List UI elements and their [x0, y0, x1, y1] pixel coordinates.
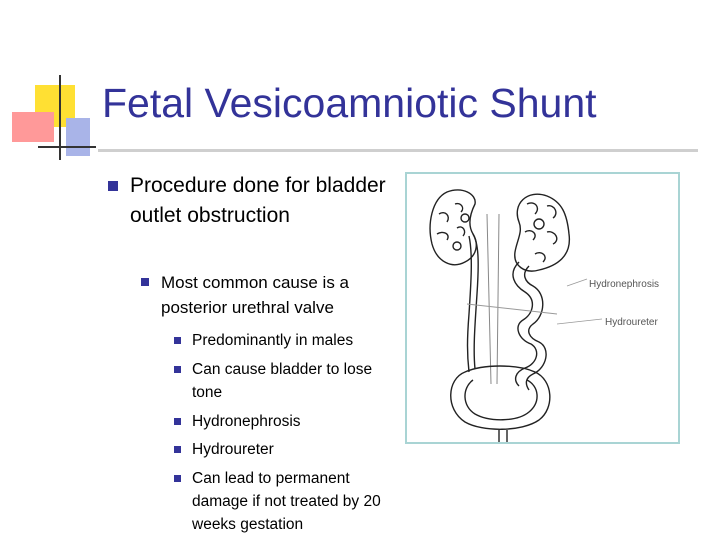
- square-bullet-icon: [141, 278, 149, 286]
- square-bullet-icon: [174, 337, 181, 344]
- bullet-text: Procedure done for bladder outlet obstruction: [130, 174, 386, 227]
- bullet-level3: [174, 358, 404, 404]
- square-bullet-icon: [108, 181, 118, 191]
- bullet-text: Can cause bladder to lose tone: [192, 361, 373, 401]
- bullet-level3: [174, 329, 404, 352]
- bullet-text: Predominantly in males: [192, 332, 354, 349]
- bullet-text: Hydroureter: [192, 441, 274, 458]
- square-bullet-icon: [174, 418, 181, 425]
- bullet-level3: [174, 438, 404, 461]
- bullet-level3: [174, 467, 404, 536]
- bullet-level1: [108, 171, 398, 231]
- square-bullet-icon: [174, 366, 181, 373]
- kidney-bladder-drawing: [407, 174, 678, 442]
- bullet-level2: [141, 270, 401, 320]
- hydronephrosis-label: Hydronephrosis: [589, 279, 660, 290]
- square-bullet-icon: [174, 475, 181, 482]
- bullet-text: Most common cause is a posterior urethral valve: [161, 273, 350, 317]
- bullet-level3: [174, 410, 404, 433]
- slide-title: Fetal Vesicoamniotic Shunt: [102, 80, 597, 126]
- square-bullet-icon: [174, 446, 181, 453]
- hydroureter-label: Hydroureter: [605, 317, 658, 328]
- urinary-tract-illustration: [405, 172, 680, 444]
- bullet-text: Can lead to permanent damage if not treated by 20 weeks gestation: [192, 470, 381, 533]
- bullet-text: Hydronephrosis: [192, 413, 301, 430]
